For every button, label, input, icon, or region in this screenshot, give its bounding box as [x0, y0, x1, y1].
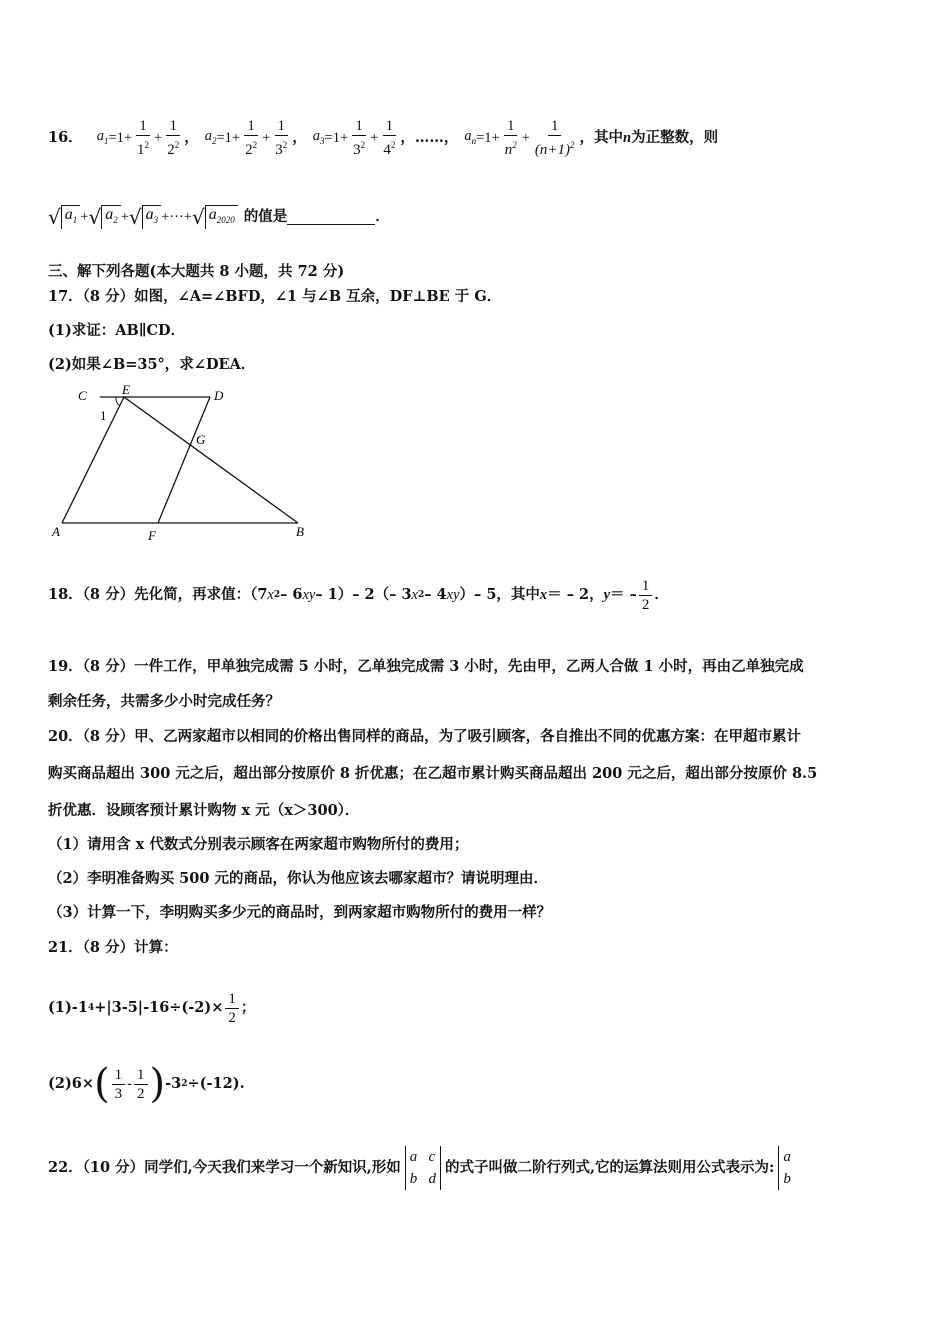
q21-part2: (2)6× ( 1 3 - 1 2 ) -3 2 ÷(-12).: [48, 1061, 245, 1107]
q22-line: 22．（10 分）同学们,今天我们来学习一个新知识,形如 a c b d 的式子叫做二阶行列式,它的运算法则用公式表示为: a b: [48, 1142, 795, 1194]
q17-line1: 17．（8 分）如图，∠A=∠BFD，∠1 与∠B 互余，DF⊥BE 于 G．: [48, 288, 502, 305]
answer-blank: [287, 210, 375, 225]
q20-part1: （1）请用含 x 代数式分别表示顾客在两家超市购物所付的费用；: [48, 836, 469, 853]
section-3-heading: 三、解下列各题(本大题共 8 小题，共 72 分): [48, 263, 345, 280]
q20-line1: 20．（8 分）甲、乙两家超市以相同的价格出售同样的商品，为了吸引顾客，各自推出不同的优惠方案：在甲超市累计: [48, 728, 802, 745]
q17-part1: (1)求证：AB∥CD．: [48, 322, 186, 339]
label-B: B: [296, 524, 304, 539]
a2-term: $a_2$: [204, 127, 217, 146]
label-1: 1: [100, 408, 107, 423]
sqrt-a2020: $a_{2020}$: [205, 205, 238, 229]
a1-term: $a_1$: [96, 127, 109, 146]
q17-geometry-figure: [40, 383, 330, 553]
q21-p2-paren: ( 1 3 - 1 2 ): [94, 1061, 166, 1107]
label-A: A: [52, 524, 60, 539]
frac-1-over-nsq: $\frac{1}{n^2}$: [504, 118, 517, 158]
q16-line1: 16． $a_1$ =1+ $\frac{1}{1^2}$ + $\frac{1}{2^2}$ ， $a_2$ =1+ $\frac{1}{2^2}$ + $\frac{1}{3^2}$ ， $a_3$ =1+ $\frac{1}{3^2}$ + $\frac{1}{4^2}$ ，……， $a_n$ =1+ $\frac{1}{n^2}$ + $\frac{1}{(n+1)^2}$ ，其中 n 为正整数，则: [48, 118, 719, 158]
q16-number: 16．: [48, 129, 83, 146]
sqrt-a1: $a_1$: [61, 205, 81, 229]
sqrt-a3: $a_3$: [142, 205, 162, 229]
q20-line3: 折优惠．设顾客预计累计购物 x 元（x＞300）．: [48, 802, 360, 819]
q20-part2: （2）李明准备购买 500 元的商品，你认为他应该去哪家超市？请说明理由．: [48, 870, 548, 887]
an-term: $a_n$: [464, 127, 477, 146]
q16-line2: √ $a_1$ + √ $a_2$ + √ $a_3$ +···+ √ $a_{2020}$ 的值是 ．: [48, 205, 390, 229]
q20-line2: 购买商品超出 300 元之后，超出部分按原价 8 折优惠；在乙超市累计购买商品超出 200 元之后，超出部分按原价 8.5: [48, 765, 818, 782]
q19-line1: 19．（8 分）一件工作，甲单独完成需 5 小时，乙单独完成需 3 小时，先由甲，乙两人合做 1 小时，再由乙单独完成: [48, 658, 804, 675]
q18-line: 18．（8 分）先化简，再求值：（7 x 2 – 6 xy – 1）– 2（– 3 x 2 – 4 xy ）– 5，其中 x ＝ – 2， y ＝ – 1 2 ．: [48, 577, 669, 613]
sqrt-a2: $a_2$: [101, 205, 121, 229]
frac-1-over-3sq-b: $\frac{1}{3^2}$: [353, 118, 366, 158]
q21-p1-fraction: $\frac{1}{2}$: [225, 990, 239, 1027]
q21-head: 21．（8 分）计算：: [48, 939, 178, 956]
determinant-partial: a b: [778, 1146, 795, 1190]
q17-part2: (2)如果∠B=35°，求∠DEA．: [48, 356, 256, 373]
label-D: D: [214, 388, 224, 403]
label-C: C: [78, 388, 87, 403]
q21-part1: (1)-1 4 +|3-5|-16÷(-2)× $\frac{1}{2}$ ；: [48, 990, 256, 1026]
frac-1-over-2sq: $\frac{1}{2^2}$: [167, 118, 180, 158]
q20-part3: （3）计算一下，李明购买多少元的商品时，到两家超市购物所付的费用一样？: [48, 904, 552, 921]
label-E: E: [122, 383, 130, 397]
frac-1-over-3sq: $\frac{1}{3^2}$: [275, 118, 288, 158]
determinant-abcd: a c b d: [405, 1146, 441, 1190]
label-F: F: [148, 528, 156, 543]
frac-1-over-1sq: $\frac{1}{1^2}$: [137, 118, 150, 158]
frac-1-over-2sq-b: $\frac{1}{2^2}$: [245, 118, 258, 158]
frac-1-over-4sq: $\frac{1}{4^2}$: [383, 118, 396, 158]
a3-term: $a_3$: [312, 127, 325, 146]
q18-y-fraction: 1 2: [639, 577, 653, 614]
label-G: G: [196, 432, 206, 447]
frac-1-over-np1sq: $\frac{1}{(n+1)^2}$: [534, 118, 575, 158]
q19-line2: 剩余任务，共需多少小时完成任务？: [48, 693, 280, 710]
